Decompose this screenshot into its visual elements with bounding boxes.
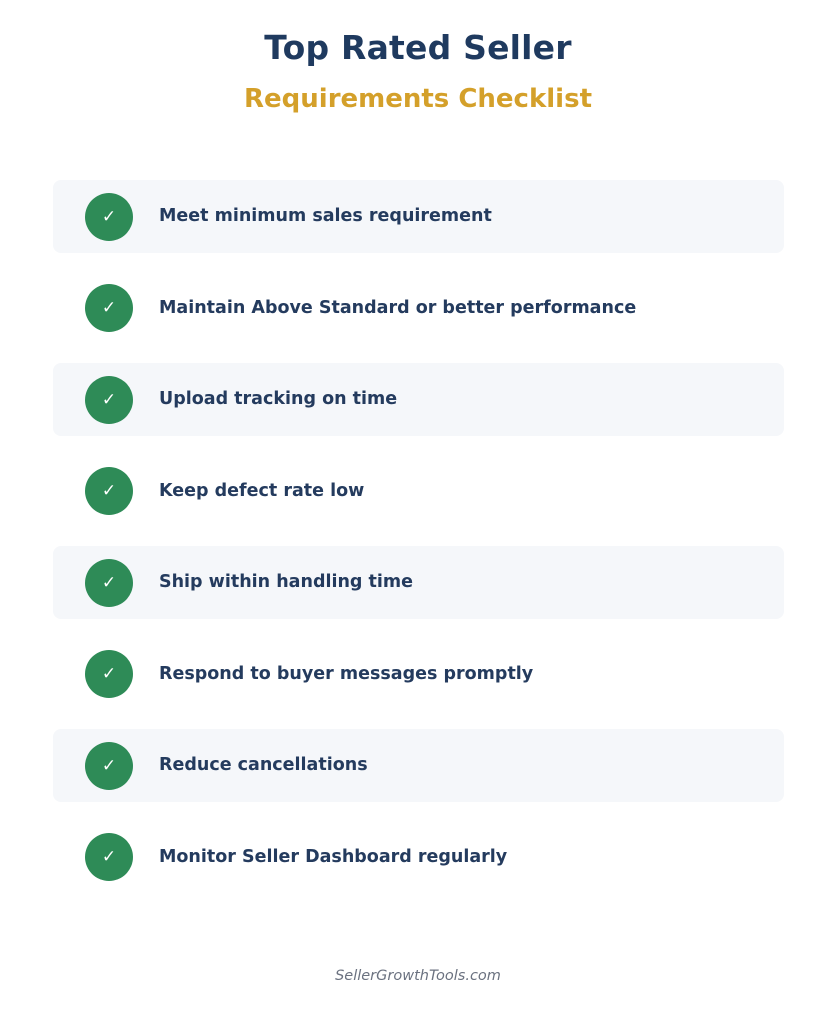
- checklist-item: [53, 455, 784, 528]
- page-title: Top Rated Seller: [264, 28, 572, 67]
- checklist-item-label: Maintain Above Standard or better performance: [159, 297, 637, 318]
- checklist-item: [53, 638, 784, 711]
- checkmark-icon: ✓: [85, 284, 133, 332]
- checkmark-icon: ✓: [85, 559, 133, 607]
- checklist-item: [53, 546, 784, 619]
- checklist-item: [53, 363, 784, 436]
- checkmark-icon: ✓: [85, 833, 133, 881]
- checklist-item: [53, 180, 784, 253]
- checkmark-icon: ✓: [85, 742, 133, 790]
- checklist-item: [53, 821, 784, 894]
- footer-site-name: SellerGrowthTools.com: [335, 968, 501, 984]
- checklist-item-label: Monitor Seller Dashboard regularly: [159, 846, 508, 867]
- checkmark-icon: ✓: [85, 467, 133, 515]
- checklist-item-label: Respond to buyer messages promptly: [159, 663, 534, 684]
- checklist-item-label: Ship within handling time: [159, 572, 414, 592]
- checkmark-icon: ✓: [85, 193, 133, 241]
- checklist-item: [53, 729, 784, 802]
- checklist-item-label: Meet minimum sales requirement: [159, 206, 492, 226]
- checkmark-icon: ✓: [85, 650, 133, 698]
- checklist-item-label: Reduce cancellations: [159, 755, 368, 775]
- page-subtitle: Requirements Checklist: [244, 84, 592, 114]
- checklist-item-label: Upload tracking on time: [159, 389, 398, 409]
- requirements-checklist: [53, 180, 784, 912]
- checklist-item-label: Keep defect rate low: [159, 480, 365, 501]
- checklist-item: [53, 272, 784, 345]
- checkmark-icon: ✓: [85, 376, 133, 424]
